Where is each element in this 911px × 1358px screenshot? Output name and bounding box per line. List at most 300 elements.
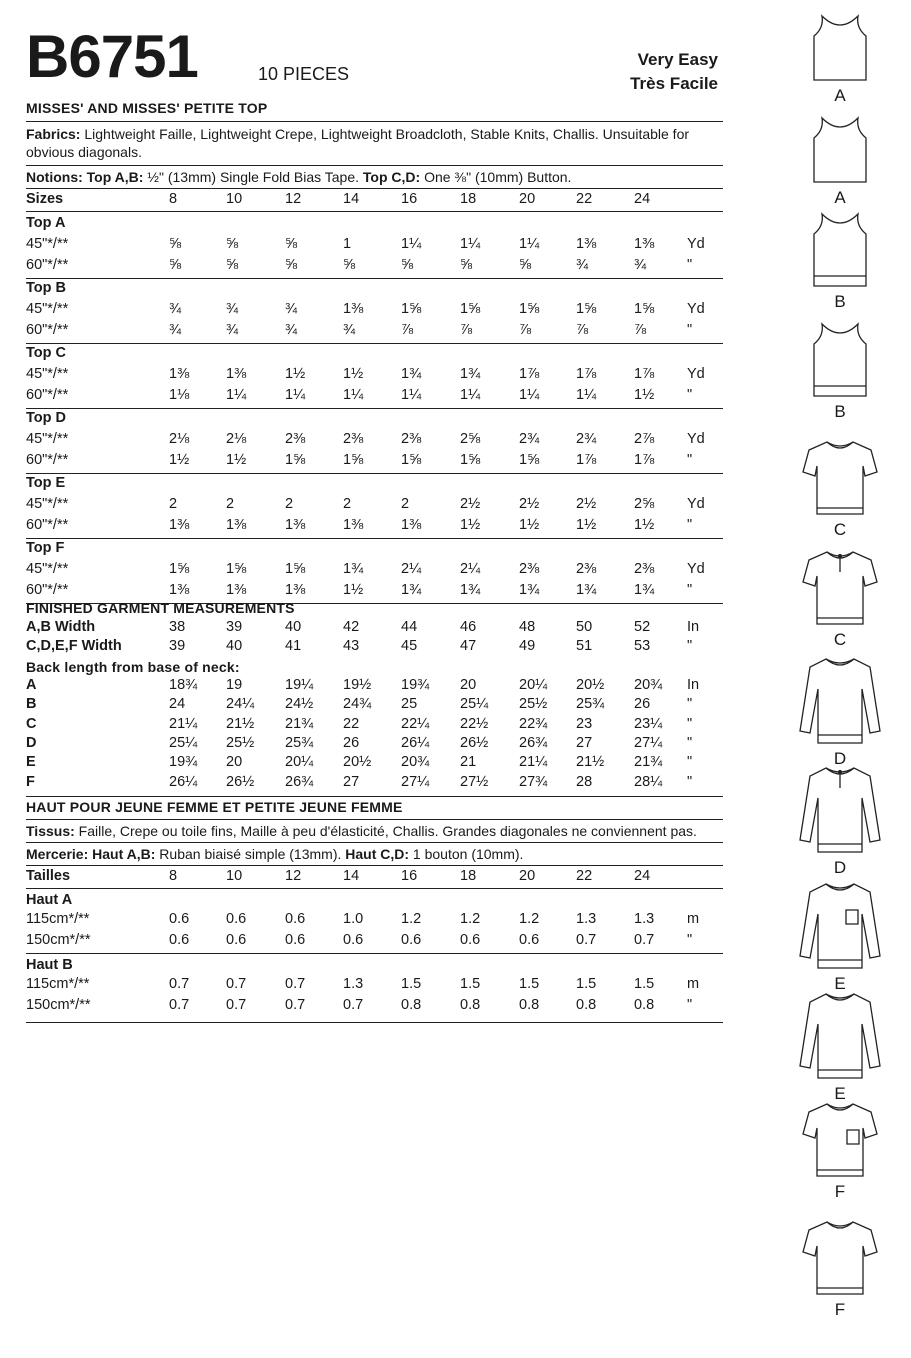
cell-value: 19¾ xyxy=(401,677,430,693)
short-sleeve-pocket-top-front-icon xyxy=(790,1100,890,1180)
back-length-title: Back length from base of neck: xyxy=(26,659,240,675)
sizes-row-fr xyxy=(26,868,723,888)
view-sketch xyxy=(790,880,890,994)
cell-value: 0.6 xyxy=(169,911,190,927)
pieces-count: 10 PIECES xyxy=(258,64,350,84)
row-label: 115cm*/** xyxy=(26,911,90,927)
divider xyxy=(26,343,723,344)
cell-value: 1¾ xyxy=(576,582,597,598)
cell-value: 0.6 xyxy=(285,911,306,927)
cell-value: 1.5 xyxy=(519,976,540,992)
cell-value: 1⅝ xyxy=(285,452,306,468)
table-row xyxy=(26,280,723,300)
cell-value: 1⅝ xyxy=(169,561,190,577)
cell-value: 1⅝ xyxy=(226,561,247,577)
pattern-number: B6751 xyxy=(26,23,198,90)
divider xyxy=(26,408,723,409)
unit-label: " xyxy=(687,257,693,273)
unit-label: Yd xyxy=(687,301,705,317)
cell-value: 43 xyxy=(343,638,360,654)
size-value: 16 xyxy=(401,191,418,207)
table-row xyxy=(26,496,723,516)
cell-value: 0.6 xyxy=(519,932,540,948)
cell-value: 1¼ xyxy=(519,236,540,252)
cell-value: 0.7 xyxy=(226,997,247,1013)
unit-label: In xyxy=(687,677,700,693)
cell-value: 2⅛ xyxy=(169,431,190,447)
fabrics-text: Faille, Crepe ou toile fins, Maille à peu d'élasticité, Challis. Grandes diagonales ne conviennent pas. xyxy=(74,823,697,839)
size-value: 14 xyxy=(343,191,360,207)
unit-label: " xyxy=(687,638,693,654)
cell-value: 21½ xyxy=(576,754,605,771)
table-row xyxy=(26,774,723,794)
cell-value: 25½ xyxy=(519,696,548,713)
cell-value: 40 xyxy=(285,619,302,635)
cell-value: 1¾ xyxy=(401,582,422,598)
view-label: E xyxy=(834,974,846,993)
table-row xyxy=(26,475,723,495)
cell-value: 27 xyxy=(343,773,360,790)
unit-label: " xyxy=(687,387,693,403)
unit-label: " xyxy=(687,932,693,948)
cell-value: 1⅜ xyxy=(634,236,655,252)
cell-value: 1⅜ xyxy=(226,366,247,382)
table-row xyxy=(26,561,723,581)
view-label: A xyxy=(834,86,846,105)
size-value: 18 xyxy=(460,191,477,207)
row-label: E xyxy=(26,754,36,771)
cell-value: 0.7 xyxy=(634,932,655,948)
notions-text: One ⅜" (10mm) Button. xyxy=(420,169,572,185)
row-label: Haut A xyxy=(26,892,73,908)
long-sleeve-pocket-top-front-icon xyxy=(790,880,890,972)
cell-value: 26½ xyxy=(460,734,489,751)
cell-value: ⅝ xyxy=(226,236,239,252)
cell-value: 20¼ xyxy=(519,677,548,693)
cell-value: 20¾ xyxy=(634,677,663,693)
cell-value: 0.6 xyxy=(226,932,247,948)
cell-value: ⅝ xyxy=(343,257,356,273)
unit-label: " xyxy=(687,517,693,533)
difficulty xyxy=(560,48,718,96)
cell-value: 1¼ xyxy=(226,387,247,403)
view-sketch xyxy=(790,1100,890,1202)
cell-value: 1⅜ xyxy=(169,517,190,533)
fabrics-fr xyxy=(26,822,723,840)
cell-value: 19 xyxy=(226,677,243,693)
cell-value: 1.5 xyxy=(460,976,481,992)
cell-value: 2 xyxy=(226,496,235,512)
cell-value: 1½ xyxy=(460,517,481,533)
cell-value: 2 xyxy=(285,496,294,512)
view-label: E xyxy=(834,1084,846,1103)
cell-value: 1⅝ xyxy=(343,452,364,468)
cell-value: 46 xyxy=(460,619,477,635)
row-label: Top D xyxy=(26,410,66,426)
long-sleeve-top-front-icon xyxy=(790,655,890,747)
cell-value: 1⅜ xyxy=(285,517,306,533)
size-value: 24 xyxy=(634,191,651,207)
cell-value: 52 xyxy=(634,619,651,635)
size-value: 14 xyxy=(343,868,360,884)
cell-value: 24¾ xyxy=(343,696,372,713)
cell-value: 1½ xyxy=(519,517,540,533)
cell-value: 2¾ xyxy=(576,431,597,447)
cell-value: 1¾ xyxy=(401,366,422,382)
fabrics-label: Fabrics: xyxy=(26,126,81,142)
cell-value: 1¾ xyxy=(460,366,481,382)
unit-label: " xyxy=(687,734,693,751)
view-label: B xyxy=(834,402,846,421)
view-label: D xyxy=(833,858,847,877)
table-row xyxy=(26,387,723,407)
row-label: B xyxy=(26,696,37,713)
cell-value: 0.6 xyxy=(226,911,247,927)
cell-value: 26 xyxy=(343,734,360,751)
tank-top-front-icon xyxy=(790,14,890,84)
cell-value: ⅝ xyxy=(169,257,182,273)
cell-value: 1⅝ xyxy=(401,301,422,317)
cell-value: ⅝ xyxy=(285,257,298,273)
table-row xyxy=(26,540,723,560)
cell-value: ⅞ xyxy=(460,322,473,338)
cell-value: 1½ xyxy=(634,387,655,403)
cell-value: 44 xyxy=(401,619,418,635)
cell-value: 49 xyxy=(519,638,536,654)
view-label: D xyxy=(833,749,847,768)
row-label: 150cm*/** xyxy=(26,932,91,948)
row-label: 60"*/** xyxy=(26,517,69,533)
cell-value: 2⅜ xyxy=(401,431,422,447)
cell-value: ⅝ xyxy=(285,236,298,252)
row-label: D xyxy=(26,734,37,751)
cell-value: 1⅝ xyxy=(460,452,481,468)
sizes-row-en xyxy=(26,191,723,211)
view-sketch xyxy=(790,438,890,540)
size-value: 22 xyxy=(576,868,593,884)
cell-value: 45 xyxy=(401,638,418,654)
table-row xyxy=(26,976,723,996)
row-label: 45"*/** xyxy=(26,431,69,447)
row-label: 60"*/** xyxy=(26,257,69,273)
table-row xyxy=(26,957,723,977)
divider xyxy=(26,796,723,797)
table-row xyxy=(26,452,723,472)
notions-text: ½" (13mm) Single Fold Bias Tape. xyxy=(143,169,363,185)
cell-value: 1½ xyxy=(343,366,364,382)
size-value: 12 xyxy=(285,868,302,884)
cell-value: ⅝ xyxy=(401,257,414,273)
divider xyxy=(26,211,723,212)
cell-value: 1½ xyxy=(285,366,306,382)
long-tank-top-front-icon xyxy=(790,212,890,290)
row-label: F xyxy=(26,773,35,790)
cell-value: 25¾ xyxy=(285,734,314,751)
cell-value: 1⅞ xyxy=(634,452,655,468)
cell-value: 1¾ xyxy=(634,582,655,598)
cell-value: 1.5 xyxy=(401,976,422,992)
cell-value: 1.3 xyxy=(634,911,655,927)
size-value: 10 xyxy=(226,191,243,207)
cell-value: 26¼ xyxy=(169,773,198,790)
row-label: Top E xyxy=(26,475,66,491)
cell-value: 1.2 xyxy=(519,911,540,927)
cell-value: 1½ xyxy=(169,452,190,468)
table-row xyxy=(26,997,723,1017)
table-row xyxy=(26,677,723,697)
tank-top-back-icon xyxy=(790,116,890,186)
cell-value: ¾ xyxy=(226,301,239,317)
row-label: 45"*/** xyxy=(26,236,69,252)
unit-label: " xyxy=(687,452,693,468)
unit-label: Yd xyxy=(687,496,705,512)
size-value: 12 xyxy=(285,191,302,207)
cell-value: 0.7 xyxy=(226,976,247,992)
difficulty-en: Very Easy xyxy=(637,50,718,69)
unit-label: " xyxy=(687,997,693,1013)
cell-value: 1.5 xyxy=(576,976,597,992)
fabrics-text: Lightweight Faille, Lightweight Crepe, Lightweight Broadcloth, Stable Knits, Challis. Unsuitable for obvious diagonals. xyxy=(26,126,690,160)
section-title-fr: HAUT POUR JEUNE FEMME ET PETITE JEUNE FEMME xyxy=(26,799,403,815)
cell-value: 25¼ xyxy=(169,734,198,751)
cell-value: 28¼ xyxy=(634,773,663,790)
unit-label: Yd xyxy=(687,561,705,577)
table-row xyxy=(26,735,723,755)
divider xyxy=(26,953,723,954)
table-row xyxy=(26,345,723,365)
cell-value: 0.7 xyxy=(285,997,306,1013)
cell-value: 41 xyxy=(285,638,302,654)
cell-value: 21¾ xyxy=(634,754,663,771)
cell-value: 0.6 xyxy=(285,932,306,948)
cell-value: 24¼ xyxy=(226,696,255,713)
cell-value: 20¾ xyxy=(401,754,430,771)
unit-label: " xyxy=(687,773,693,790)
cell-value: 23¼ xyxy=(634,715,663,732)
cell-value: ¾ xyxy=(634,257,647,273)
view-sketch xyxy=(790,1218,890,1320)
view-label: B xyxy=(834,292,846,311)
view-label: A xyxy=(834,188,846,207)
cell-value: ⅝ xyxy=(519,257,532,273)
cell-value: 2⅛ xyxy=(226,431,247,447)
cell-value: 50 xyxy=(576,619,593,635)
row-label: 150cm*/** xyxy=(26,997,91,1013)
cell-value: 25½ xyxy=(226,734,255,751)
cell-value: 22½ xyxy=(460,715,489,732)
cell-value: 1⅛ xyxy=(169,387,190,403)
cell-value: 40 xyxy=(226,638,243,654)
cell-value: 25¼ xyxy=(460,696,489,713)
divider xyxy=(26,473,723,474)
cell-value: 1⅞ xyxy=(634,366,655,382)
row-label: 60"*/** xyxy=(26,452,69,468)
cell-value: 0.6 xyxy=(401,932,422,948)
row-label: 45"*/** xyxy=(26,561,69,577)
unit-label: " xyxy=(687,715,693,732)
cell-value: 1⅜ xyxy=(343,301,364,317)
cell-value: 25¾ xyxy=(576,696,605,713)
cell-value: 42 xyxy=(343,619,360,635)
size-value: 10 xyxy=(226,868,243,884)
cell-value: 1.3 xyxy=(343,976,364,992)
cell-value: 19½ xyxy=(343,677,372,693)
cell-value: 2⅝ xyxy=(634,496,655,512)
divider xyxy=(26,538,723,539)
cell-value: 2⅜ xyxy=(519,561,540,577)
cell-value: 1⅝ xyxy=(576,301,597,317)
cell-value: 0.8 xyxy=(519,997,540,1013)
view-label: F xyxy=(834,1182,846,1201)
cell-value: 2⅜ xyxy=(285,431,306,447)
cell-value: ⅞ xyxy=(401,322,414,338)
table-row xyxy=(26,215,723,235)
cell-value: 1⅝ xyxy=(401,452,422,468)
view-label: C xyxy=(833,520,847,539)
table-row xyxy=(26,517,723,537)
cell-value: 21¼ xyxy=(519,754,548,771)
table-row xyxy=(26,716,723,736)
cell-value: 1½ xyxy=(343,582,364,598)
short-sleeve-top-back-icon xyxy=(790,1218,890,1298)
divider xyxy=(26,842,723,843)
cell-value: 1¼ xyxy=(401,236,422,252)
cell-value: 1½ xyxy=(634,517,655,533)
cell-value: 0.8 xyxy=(634,997,655,1013)
divider xyxy=(26,819,723,820)
view-sketch xyxy=(790,764,890,878)
cell-value: 0.6 xyxy=(169,932,190,948)
view-sketch xyxy=(790,990,890,1104)
cell-value: 0.8 xyxy=(401,997,422,1013)
row-label: Top C xyxy=(26,345,66,361)
cell-value: 20¼ xyxy=(285,754,314,771)
divider xyxy=(26,121,723,122)
cell-value: 1⅜ xyxy=(343,517,364,533)
cell-value: 27 xyxy=(576,734,593,751)
cell-value: ¾ xyxy=(285,322,298,338)
cell-value: 26¼ xyxy=(401,734,430,751)
cell-value: 1¼ xyxy=(401,387,422,403)
cell-value: 20½ xyxy=(576,677,605,693)
notions-en xyxy=(26,168,723,186)
cell-value: 1⅝ xyxy=(634,301,655,317)
cell-value: 2⅜ xyxy=(576,561,597,577)
cell-value: 2¾ xyxy=(519,431,540,447)
row-label: Top B xyxy=(26,280,66,296)
cell-value: 28 xyxy=(576,773,593,790)
unit-label: " xyxy=(687,696,693,713)
finished-measurements-title: FINISHED GARMENT MEASUREMENTS xyxy=(26,600,295,616)
cell-value: 1⅞ xyxy=(576,452,597,468)
table-row xyxy=(26,431,723,451)
cell-value: 1¼ xyxy=(576,387,597,403)
cell-value: 19¾ xyxy=(169,754,198,771)
cell-value: 27¼ xyxy=(401,773,430,790)
row-label: 45"*/** xyxy=(26,366,69,382)
cell-value: 1.0 xyxy=(343,911,364,927)
cell-value: ¾ xyxy=(169,301,182,317)
cell-value: ⅝ xyxy=(460,257,473,273)
cell-value: 2⅜ xyxy=(343,431,364,447)
notions-label: Top C,D: xyxy=(362,169,421,185)
cell-value: 20 xyxy=(226,754,243,771)
cell-value: 23 xyxy=(576,715,593,732)
cell-value: 1⅞ xyxy=(519,366,540,382)
cell-value: 22¼ xyxy=(401,715,430,732)
cell-value: 1⅝ xyxy=(519,452,540,468)
divider xyxy=(26,1022,723,1023)
cell-value: 2 xyxy=(401,496,410,512)
cell-value: 1½ xyxy=(576,517,597,533)
unit-label: In xyxy=(687,619,700,635)
notions-label: Mercerie: Haut A,B: xyxy=(26,846,156,862)
cell-value: ⅝ xyxy=(226,257,239,273)
cell-value: 26¾ xyxy=(519,734,548,751)
row-label: 60"*/** xyxy=(26,387,69,403)
long-sleeve-top-back-icon xyxy=(790,764,890,856)
cell-value: 2½ xyxy=(460,496,481,512)
view-sketch xyxy=(790,655,890,769)
cell-value: 24½ xyxy=(285,696,314,713)
cell-value: ¾ xyxy=(285,301,298,317)
cell-value: 2⅞ xyxy=(634,431,655,447)
cell-value: 0.7 xyxy=(343,997,364,1013)
cell-value: 1¼ xyxy=(519,387,540,403)
cell-value: 1⅜ xyxy=(226,582,247,598)
cell-value: 1½ xyxy=(226,452,247,468)
sizes-label: Sizes xyxy=(26,191,64,207)
row-label: C xyxy=(26,715,37,732)
cell-value: 22 xyxy=(343,715,360,732)
cell-value: 1⅜ xyxy=(169,582,190,598)
cell-value: 1¼ xyxy=(343,387,364,403)
cell-value: 1.2 xyxy=(401,911,422,927)
cell-value: 26¾ xyxy=(285,773,314,790)
cell-value: 21¼ xyxy=(169,715,198,732)
cell-value: 1¾ xyxy=(343,561,364,577)
cell-value: 20½ xyxy=(343,754,372,771)
unit-label: " xyxy=(687,322,693,338)
table-row xyxy=(26,754,723,774)
cell-value: 1⅝ xyxy=(285,561,306,577)
cell-value: 2¼ xyxy=(460,561,481,577)
divider xyxy=(26,278,723,279)
view-sketch xyxy=(790,212,890,312)
cell-value: 0.7 xyxy=(169,997,190,1013)
cell-value: 0.6 xyxy=(460,932,481,948)
notions-text: Ruban biaisé simple (13mm). xyxy=(155,846,346,862)
view-sketch xyxy=(790,14,890,106)
table-row xyxy=(26,892,723,912)
cell-value: 26½ xyxy=(226,773,255,790)
divider xyxy=(26,188,723,189)
view-label: C xyxy=(833,630,847,649)
table-row xyxy=(26,619,723,639)
cell-value: ⅝ xyxy=(169,236,182,252)
notions-label: Notions: Top A,B: xyxy=(26,169,144,185)
cell-value: 1⅜ xyxy=(169,366,190,382)
row-label: 45"*/** xyxy=(26,301,69,317)
cell-value: 2 xyxy=(343,496,352,512)
cell-value: 1⅜ xyxy=(226,517,247,533)
cell-value: 1⅝ xyxy=(460,301,481,317)
row-label: 60"*/** xyxy=(26,322,69,338)
unit-label: m xyxy=(687,976,700,992)
table-row xyxy=(26,638,723,658)
cell-value: 1¼ xyxy=(460,387,481,403)
row-label: 45"*/** xyxy=(26,496,69,512)
